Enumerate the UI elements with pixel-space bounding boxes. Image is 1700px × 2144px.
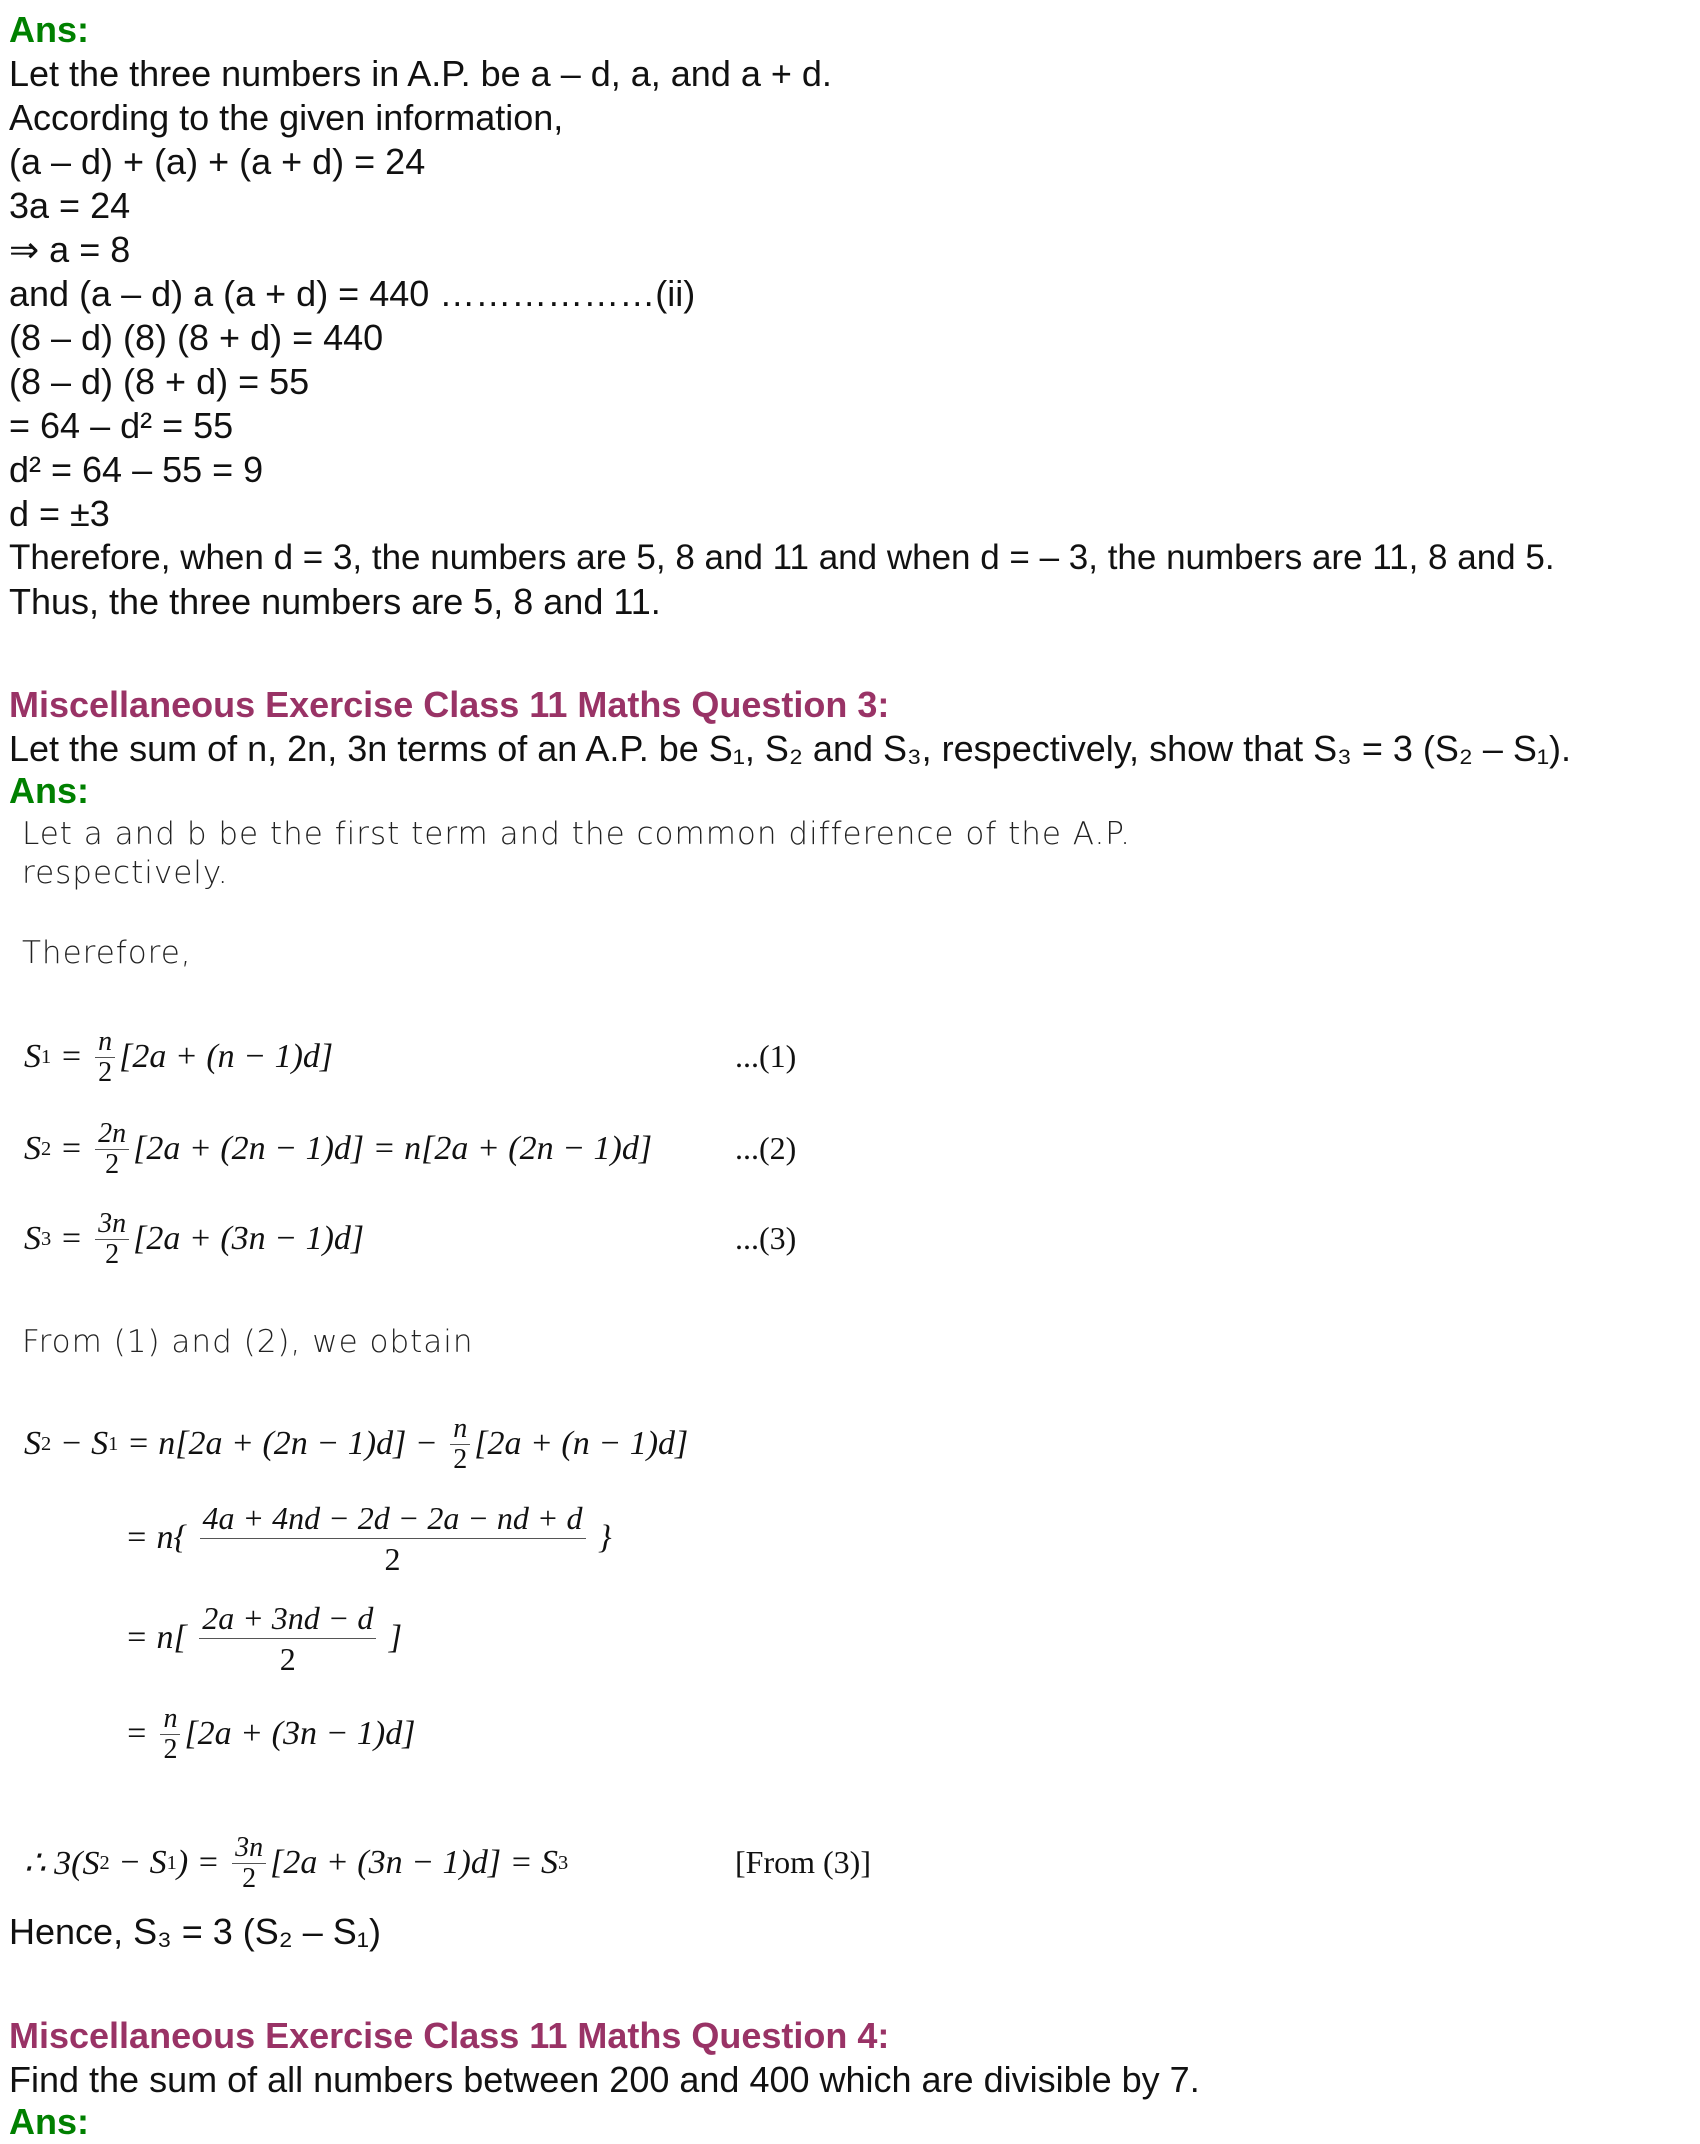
equation-tag: ...(3)	[735, 1220, 797, 1256]
numerator: n	[450, 1414, 470, 1445]
formula-text: ∴ 3(S	[24, 1845, 100, 1882]
formula-text: S	[24, 1425, 41, 1462]
subscript: 3	[41, 1227, 52, 1250]
solution-line: (8 – d) (8 + d) = 55	[9, 361, 310, 402]
formula-text: S	[24, 1038, 41, 1075]
q4-answer-label: Ans:	[9, 2101, 89, 2142]
equation-tag: [From (3)]	[735, 1844, 871, 1880]
formula-text: [2a + (3n − 1)d]	[133, 1220, 365, 1257]
formula-text: [2a + (n − 1)d]	[474, 1425, 689, 1462]
q3-heading: Miscellaneous Exercise Class 11 Maths Question 3:	[9, 684, 890, 725]
formula-text: = n[2a + (2n − 1)d] −	[118, 1425, 447, 1462]
q4-question: Find the sum of all numbers between 200 and 400 which are divisible by 7.	[9, 2059, 1200, 2100]
q3-question: Let the sum of n, 2n, 3n terms of an A.P. be S₁, S₂ and S₃, respectively, show that S₃ = 3 (S₂ – S₁).	[9, 728, 1572, 769]
subscript: 1	[41, 1045, 52, 1068]
solution-text: Let a and b be the first term and the common difference of the A.P.	[22, 816, 1132, 852]
solution-line: Let the three numbers in A.P. be a – d, a, and a + d.	[9, 53, 832, 94]
fraction	[199, 1598, 376, 1679]
solution-line: ⇒ a = 8	[9, 229, 131, 270]
formula-text: =	[51, 1130, 92, 1167]
formula-text: ]	[380, 1619, 403, 1656]
formula-text: [2a + (n − 1)d]	[119, 1038, 334, 1075]
subscript: 2	[41, 1137, 52, 1160]
formula-text: S	[24, 1130, 41, 1167]
formula-text: =	[125, 1715, 157, 1752]
subscript: 1	[166, 1851, 177, 1874]
formula-row	[24, 1818, 568, 1908]
formula-text: =	[51, 1038, 92, 1075]
numerator: n	[160, 1704, 180, 1735]
solution-line: 3a = 24	[9, 185, 131, 226]
fraction	[200, 1498, 586, 1579]
formula-text: − S	[109, 1844, 167, 1881]
solution-line: d² = 64 – 55 = 9	[9, 449, 264, 490]
formula-text: = n{	[125, 1519, 196, 1556]
q4-heading: Miscellaneous Exercise Class 11 Maths Question 4:	[9, 2015, 890, 2056]
formula-row	[24, 1104, 652, 1194]
formula-row	[24, 1399, 688, 1489]
fraction	[95, 1209, 129, 1270]
solution-line: Therefore, when d = 3, the numbers are 5, 8 and 11 and when d = – 3, the numbers are 11, 8 and 5.	[9, 538, 1555, 577]
solution-text: From (1) and (2), we obtain	[22, 1324, 474, 1360]
equation-tag: ...(1)	[735, 1038, 797, 1074]
subscript: 1	[108, 1432, 119, 1455]
denominator: 2	[163, 1733, 178, 1765]
subscript: 2	[99, 1851, 110, 1874]
formula-text: S	[24, 1220, 41, 1257]
fraction	[95, 1119, 129, 1180]
denominator: 2	[105, 1148, 120, 1180]
formula-text: [2a + (3n − 1)d] = S	[270, 1844, 559, 1881]
denominator: 2	[384, 1540, 401, 1577]
solution-line: d = ±3	[9, 493, 110, 534]
numerator: 3n	[232, 1833, 266, 1864]
formula-text: [2a + (2n − 1)d] = n[2a + (2n − 1)d]	[133, 1130, 653, 1167]
formula-text: [2a + (3n − 1)d]	[184, 1715, 416, 1752]
solution-line: and (a – d) a (a + d) = 440 ………………(ii)	[9, 273, 696, 314]
solution-line: (8 – d) (8) (8 + d) = 440	[9, 317, 384, 358]
equation-tag: ...(2)	[735, 1130, 797, 1166]
solution-text: respectively.	[22, 855, 229, 891]
fraction	[95, 1027, 115, 1088]
denominator: 2	[105, 1238, 120, 1270]
formula-row	[125, 1593, 402, 1683]
formula-row	[24, 1012, 333, 1102]
numerator: 4a + 4nd − 2d − 2a − nd + d	[200, 1498, 586, 1539]
formula-row	[24, 1194, 364, 1284]
formula-row	[125, 1689, 415, 1779]
subscript: 3	[558, 1851, 569, 1874]
denominator: 2	[279, 1640, 296, 1677]
numerator: 2a + 3nd − d	[199, 1598, 376, 1639]
denominator: 2	[242, 1862, 257, 1894]
fraction	[160, 1704, 180, 1765]
fraction	[450, 1414, 470, 1475]
q2-answer-label: Ans:	[9, 9, 89, 50]
formula-text: =	[51, 1220, 92, 1257]
numerator: 3n	[95, 1209, 129, 1240]
solution-line: According to the given information,	[9, 97, 564, 138]
fraction	[232, 1833, 266, 1894]
q3-conclusion: Hence, S₃ = 3 (S₂ – S₁)	[9, 1911, 381, 1952]
denominator: 2	[453, 1443, 468, 1475]
formula-text: }	[589, 1519, 612, 1556]
formula-text: ) =	[176, 1844, 229, 1881]
formula-text: = n[	[125, 1619, 196, 1656]
denominator: 2	[98, 1056, 113, 1088]
solution-line: = 64 – d² = 55	[9, 405, 234, 446]
formula-row	[125, 1493, 612, 1583]
solution-text: Therefore,	[22, 935, 192, 971]
numerator: 2n	[95, 1119, 129, 1150]
formula-text: − S	[51, 1425, 109, 1462]
solution-line: Thus, the three numbers are 5, 8 and 11.	[9, 581, 661, 622]
solution-line: (a – d) + (a) + (a + d) = 24	[9, 141, 426, 182]
numerator: n	[95, 1027, 115, 1058]
subscript: 2	[41, 1432, 52, 1455]
q3-answer-label: Ans:	[9, 770, 89, 811]
